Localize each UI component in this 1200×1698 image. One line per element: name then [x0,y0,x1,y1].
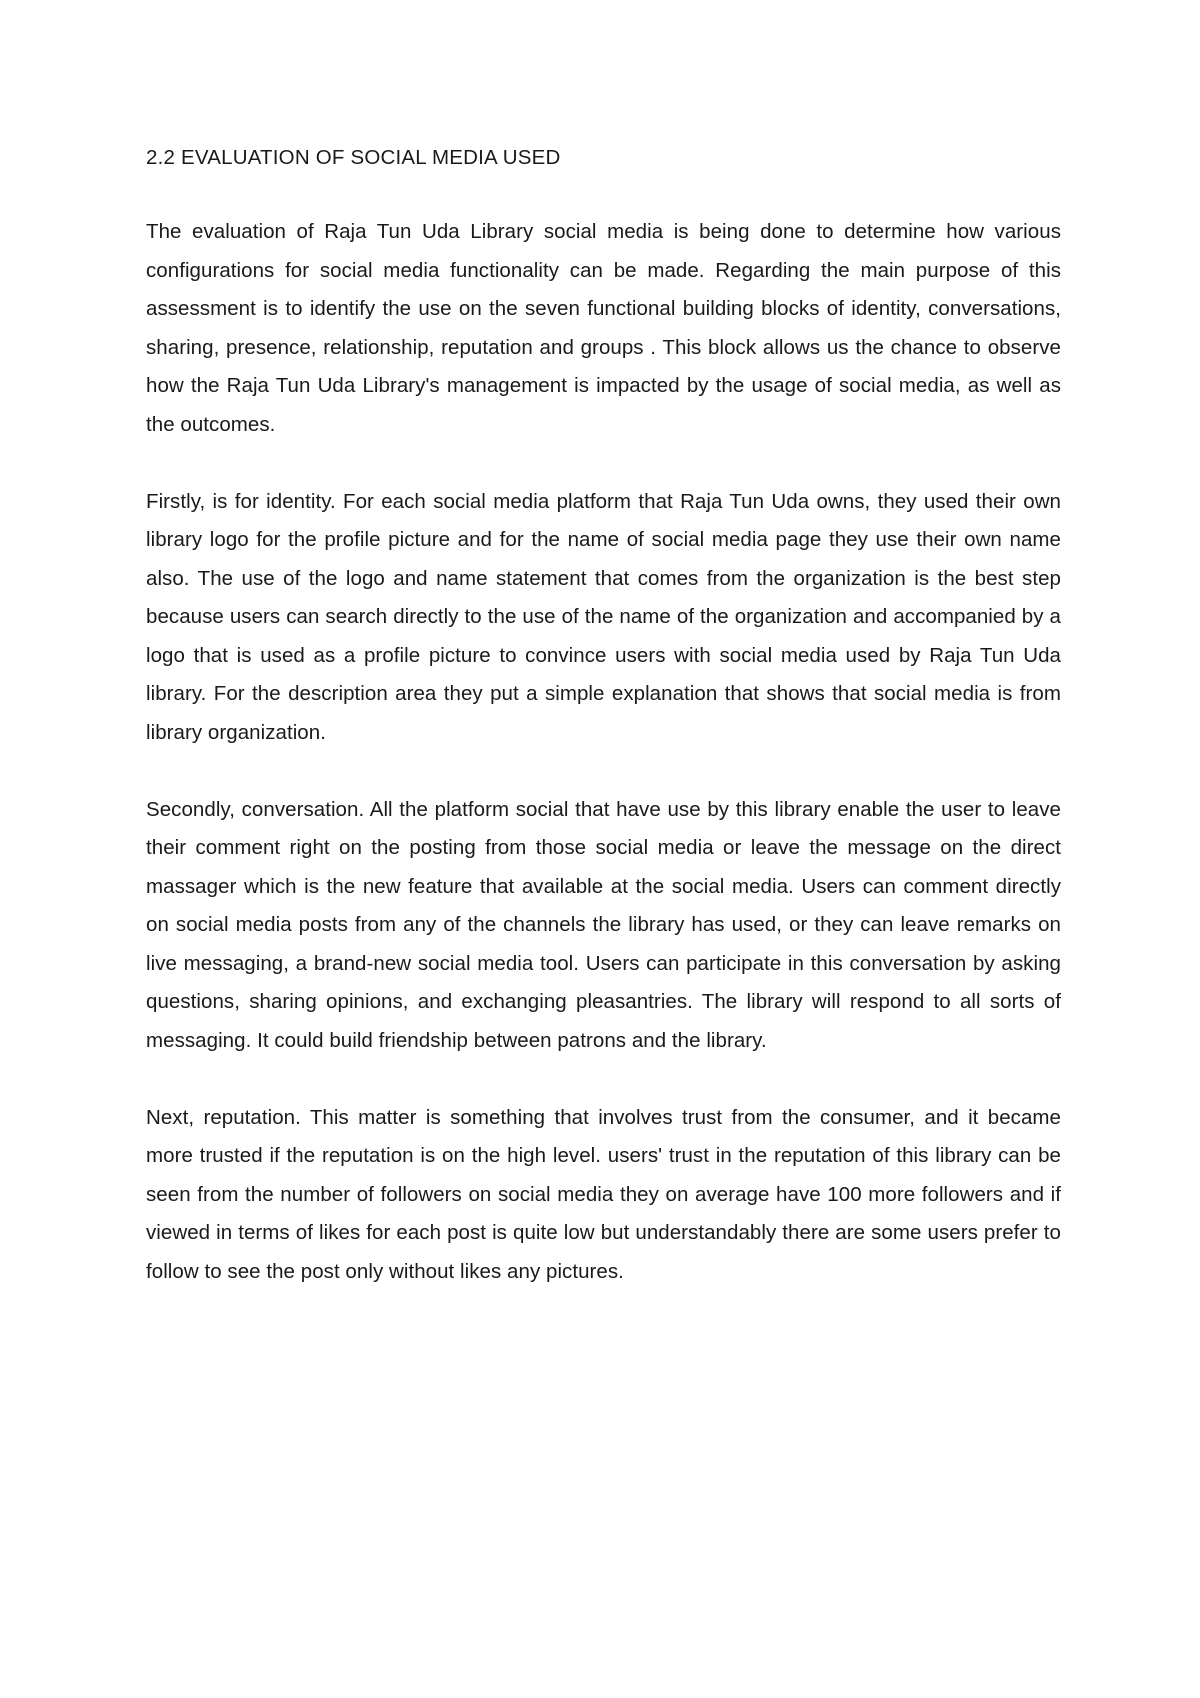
paragraph-conversation: Secondly, conversation. All the platform social that have use by this library enable the user to leave their comment right on the posting from those social media or leave the message on the direct massager which is the new feature that available at the social media. Users can comment directly on social media posts from any of the channels the library has used, or they can leave remarks on live messaging, a brand-new social media tool. Users can participate in this conversation by asking questions, sharing opinions, and exchanging pleasantries. The library will respond to all sorts of messaging. It could build friendship between patrons and the library. [146,797,1061,1052]
paragraph-identity: Firstly, is for identity. For each social media platform that Raja Tun Uda owns, they used their own library logo for the profile picture and for the name of social media page they use their own name also. The use of the logo and name statement that comes from the organization is the best step because users can search directly to the use of the name of the organization and accompanied by a logo that is used as a profile picture to convince users with social media used by Raja Tun Uda library. For the description area they put a simple explanation that shows that social media is from library organization. [146,489,1061,744]
section-heading: 2.2 EVALUATION OF SOCIAL MEDIA USED [146,146,561,169]
paragraph-reputation: Next, reputation. This matter is something that involves trust from the consumer, and it became more trusted if the reputation is on the high level. users' trust in the reputation of this library can be seen from the number of followers on social media they on average have 100 more followers and if viewed in terms of likes for each post is quite low but understandably there are some users prefer to follow to see the post only without likes any pictures. [146,1105,1061,1283]
document-body [146,146,1061,1291]
paragraph-intro: The evaluation of Raja Tun Uda Library social media is being done to determine how various configurations for social media functionality can be made. Regarding the main purpose of this assessment is to identify the use on the seven functional building blocks of identity, conversations, sharing, presence, relationship, reputation and groups . This block allows us the chance to observe how the Raja Tun Uda Library's management is impacted by the usage of social media, as well as the outcomes. [146,220,1061,436]
